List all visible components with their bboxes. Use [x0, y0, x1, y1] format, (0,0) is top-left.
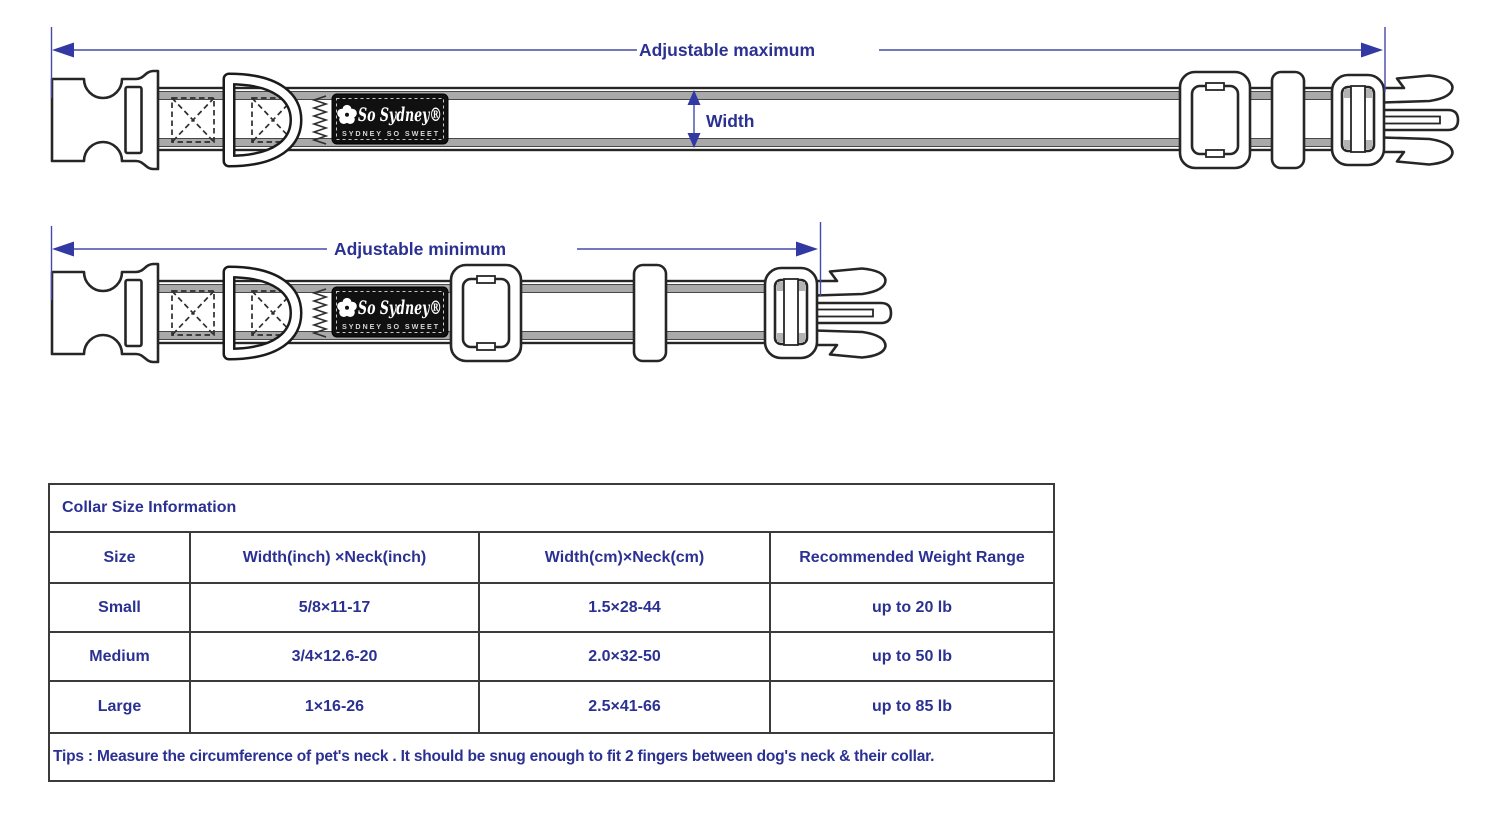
table-row-large [50, 680, 1053, 732]
tips-text: Tips : Measure the circumference of pet's neck . It should be snug enough to fit 2 fingers between dog's neck & their collar. [53, 748, 935, 765]
cell-cm: 2.0×32-50 [478, 633, 769, 680]
buckle-strap-bracket [126, 87, 142, 153]
table-title-row [50, 485, 1053, 531]
dimension-label-minimum: Adjustable minimum [333, 239, 507, 259]
table-header-row [50, 531, 1053, 582]
table-row-small [50, 582, 1053, 631]
brand-tagline: SYDNEY SO SWEET [342, 129, 440, 138]
cell-weight: up to 85 lb [769, 682, 1053, 732]
width-label: Width [706, 111, 755, 131]
cell-size: Medium [89, 647, 150, 665]
header-cell-cm: Width(cm)×Neck(cm) [478, 533, 769, 582]
keeper-loop-icon [634, 265, 666, 361]
cell-cm: 1.5×28-44 [478, 584, 769, 631]
cell-weight: up to 20 lb [769, 584, 1053, 631]
collar-diagram-minimum [52, 264, 891, 362]
table-row-medium [50, 631, 1053, 680]
table-tips-row [50, 732, 1053, 780]
arrowhead-right-icon [1361, 43, 1383, 58]
cell-inch: 1×16-26 [189, 682, 478, 732]
table-title: Collar Size Information [62, 499, 237, 516]
arrowhead-left-icon [52, 242, 74, 257]
header-cell-inch: Width(inch) ×Neck(inch) [189, 533, 478, 582]
cell-inch: 5/8×11-17 [189, 584, 478, 631]
cell-size: Small [98, 598, 141, 616]
cell-cm: 2.5×41-66 [478, 682, 769, 732]
brand-name: So Sydney® [358, 104, 442, 126]
cell-size: Large [97, 698, 142, 715]
triglide-slider-icon [1180, 72, 1250, 168]
keeper-loop-icon [1272, 72, 1304, 168]
arrowhead-left-icon [52, 43, 74, 58]
size-table [48, 483, 1055, 782]
collar-diagram-maximum [52, 71, 1458, 169]
cell-weight: up to 50 lb [769, 633, 1053, 680]
dimension-label-maximum: Adjustable maximum [638, 40, 816, 60]
header-cell-weight: Recommended Weight Range [769, 533, 1053, 582]
cell-inch: 3/4×12.6-20 [189, 633, 478, 680]
brand-label-patch [332, 94, 448, 144]
buckle-male-icon [1332, 75, 1458, 165]
arrowhead-right-icon [796, 242, 818, 257]
triglide-slider-icon [451, 265, 521, 361]
header-cell-size: Size [103, 548, 136, 566]
buckle-male-icon [765, 268, 891, 358]
